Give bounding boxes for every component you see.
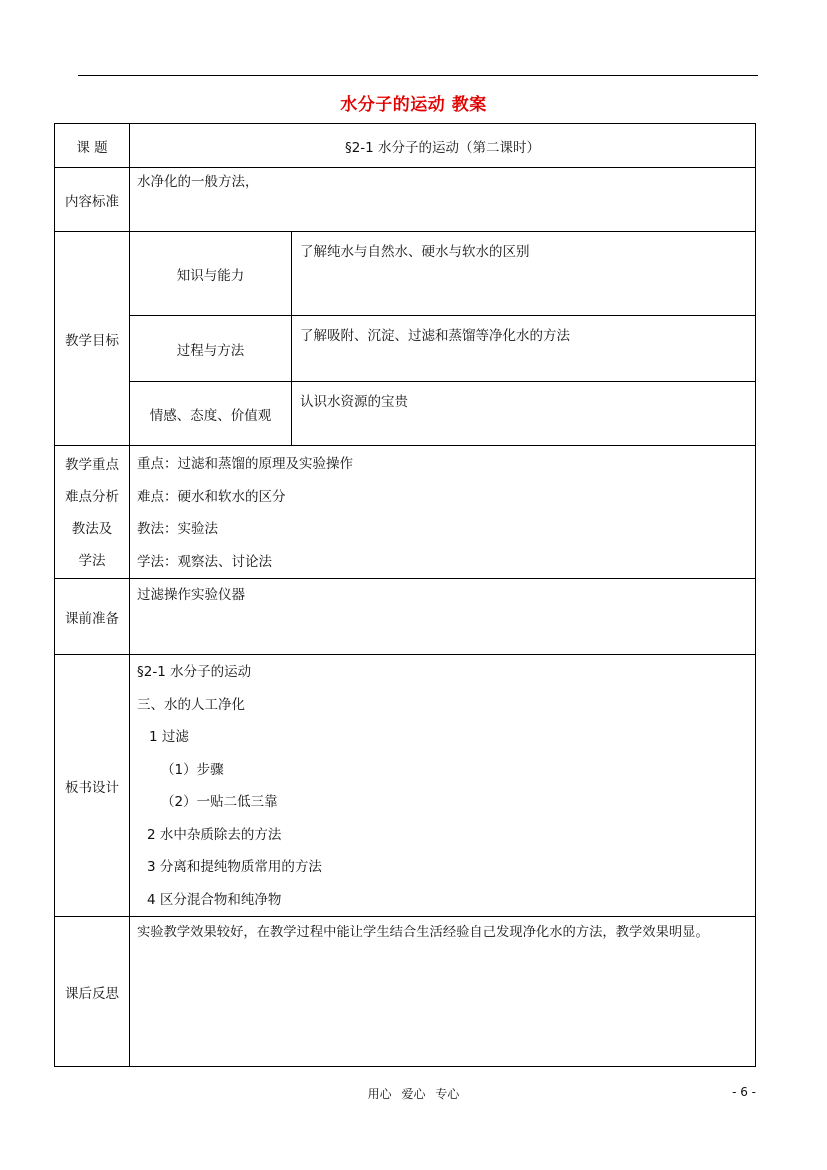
topic-label: 课 题	[55, 124, 130, 168]
goal-name: 知识与能力	[130, 232, 292, 316]
board-line: 三、水的人工净化	[137, 696, 245, 713]
board-label: 板书设计	[55, 655, 130, 917]
goal-name: 情感、态度、价值观	[130, 382, 292, 446]
row-key-points	[55, 446, 756, 579]
key-point-line: 重点：过滤和蒸馏的原理及实验操作	[137, 456, 353, 472]
board-line: §2-1 水分子的运动	[137, 664, 252, 680]
footer-motto: 用心 爱心 专心	[367, 1087, 460, 1101]
row-board	[55, 655, 756, 917]
board-content	[130, 655, 756, 917]
row-goal-process	[55, 316, 756, 382]
board-line: 1 过滤	[149, 729, 189, 745]
row-goal-knowledge	[55, 232, 756, 316]
header-rule	[78, 75, 758, 76]
key-point-line: 难点：硬水和软水的区分	[137, 488, 286, 505]
board-line: 4 区分混合物和纯净物	[147, 891, 282, 908]
row-standard	[55, 168, 756, 232]
goal-name: 过程与方法	[130, 316, 292, 382]
reflection-value: 实验教学效果较好，在教学过程中能让学生结合生活经验自己发现净化水的方法，教学效果明显。	[130, 917, 756, 1067]
key-points-label	[55, 446, 130, 579]
topic-value: §2-1 水分子的运动（第二课时）	[130, 124, 756, 168]
preparation-value: 过滤操作实验仪器	[130, 579, 756, 655]
key-points-label-line: 难点分析	[65, 489, 119, 505]
row-reflection	[55, 917, 756, 1067]
board-line: 2 水中杂质除去的方法	[147, 826, 282, 843]
standard-label: 内容标准	[55, 168, 130, 232]
board-line: 3 分离和提纯物质常用的方法	[147, 859, 322, 875]
board-line: （1）步骤	[161, 761, 224, 778]
key-points-label-line: 教法及	[71, 521, 113, 537]
preparation-label: 课前准备	[55, 579, 130, 655]
row-preparation	[55, 579, 756, 655]
key-points-label-line: 教学重点	[65, 457, 119, 473]
key-point-line: 学法：观察法、讨论法	[137, 553, 272, 570]
lesson-plan-table	[54, 123, 756, 1067]
goals-label: 教学目标	[55, 232, 130, 446]
key-points-content	[130, 446, 756, 579]
key-point-line: 教法：实验法	[137, 521, 218, 537]
row-goal-attitude	[55, 382, 756, 446]
key-points-label-line: 学法	[78, 553, 106, 569]
standard-value: 水净化的一般方法，	[130, 168, 756, 232]
goal-value: 认识水资源的宝贵	[292, 382, 756, 446]
page-number: - 6 -	[732, 1085, 756, 1099]
board-line: （2）一贴二低三靠	[161, 794, 278, 810]
row-topic	[55, 124, 756, 168]
goal-value: 了解吸附、沉淀、过滤和蒸馏等净化水的方法	[292, 316, 756, 382]
document-title: 水分子的运动 教案	[340, 95, 487, 115]
goal-value: 了解纯水与自然水、硬水与软水的区别	[292, 232, 756, 316]
reflection-label: 课后反思	[55, 917, 130, 1067]
